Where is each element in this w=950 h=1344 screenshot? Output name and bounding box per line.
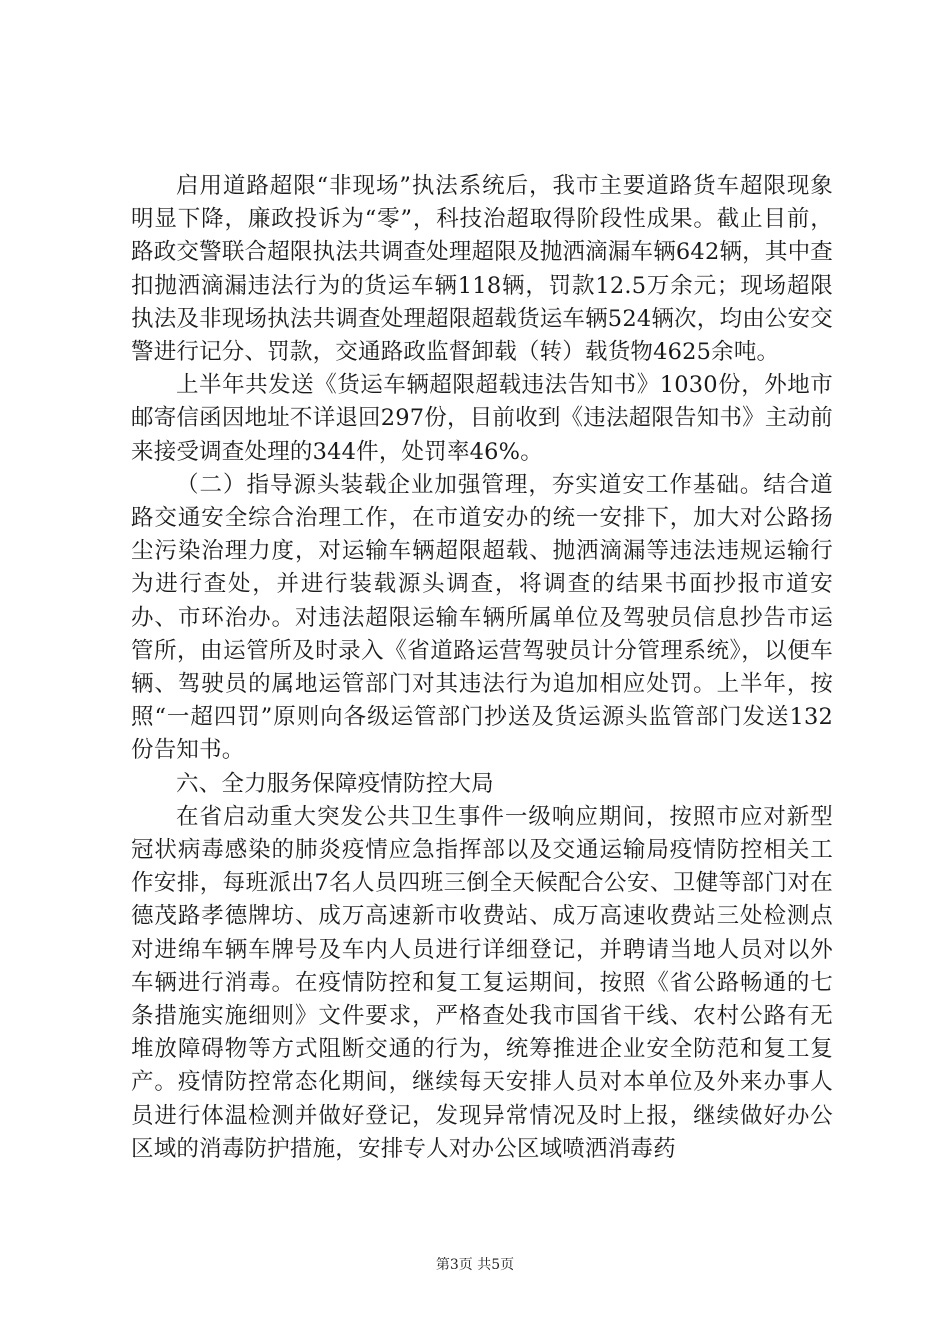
paragraph-violation-notices: 上半年共发送《货运车辆超限超载违法告知书》1030份，外地市邮寄信函因地址不详退回297份，目前收到《违法超限告知书》主动前来接受调查处理的344件，处罚率46%。 — [131, 372, 833, 465]
paragraph-nonsite-enforcement-results: 启用道路超限“非现场”执法系统后，我市主要道路货车超限现象明显下降，廉政投诉为“零”，科技治超取得阶段性成果。截止目前，路政交警联合超限执法共调查处理超限及抛洒滴漏车辆642辆，其中查扣抛洒滴漏违法行为的货运车辆118辆，罚款12.5万余元；现场超限执法及非现场执法共调查处理超限超载货运车辆524辆次，均由公安交警进行记分、罚款，交通路政监督卸载（转）载货物4625余吨。 — [131, 173, 833, 366]
page-number-footer: 第3页 共5页 — [435, 1257, 515, 1273]
section-heading-epidemic-control: 六、全力服务保障疫情防控大局 — [176, 770, 494, 797]
document-body — [131, 170, 833, 1166]
paragraph-source-loading-management: （二）指导源头装载企业加强管理，夯实道安工作基础。结合道路交通安全综合治理工作，在市道安办的统一安排下，加大对公路扬尘污染治理力度，对运输车辆超限超载、抛洒滴漏等违法违规运输行为进行查处，并进行装载源头调查，将调查的结果书面抄报市道安办、市环治办。对违法超限运输车辆所属单位及驾驶员信息抄告市运管所，由运管所及时录入《省道路运营驾驶员计分管理系统》，以便车辆、驾驶员的属地运管部门对其违法行为追加相应处罚。上半年，按照“一超四罚”原则向各级运管部门抄送及货运源头监管部门发送132份告知书。 — [131, 471, 833, 764]
paragraph-epidemic-control-service: 在省启动重大突发公共卫生事件一级响应期间，按照市应对新型冠状病毒感染的肺炎疫情应急指挥部以及交通运输局疫情防控相关工作安排，每班派出7名人员四班三倒全天候配合公安、卫健等部门对在德茂路孝德牌坊、成万高速新市收费站、成万高速收费站三处检测点对进绵车辆车牌号及车内人员进行详细登记，并聘请当地人员对以外车辆进行消毒。在疫情防控和复工复运期间，按照《省公路畅通的七条措施实施细则》文件要求，严格查处我市国省干线、农村公路有无堆放障碍物等方式阻断交通的行为，统筹推进企业安全防范和复工复产。疫情防控常态化期间，继续每天安排人员对本单位及外来办事人员进行体温检测并做好登记，发现异常情况及时上报，继续做好办公区域的消毒防护措施，安排专人对办公区域喷洒消毒药 — [131, 803, 833, 1162]
